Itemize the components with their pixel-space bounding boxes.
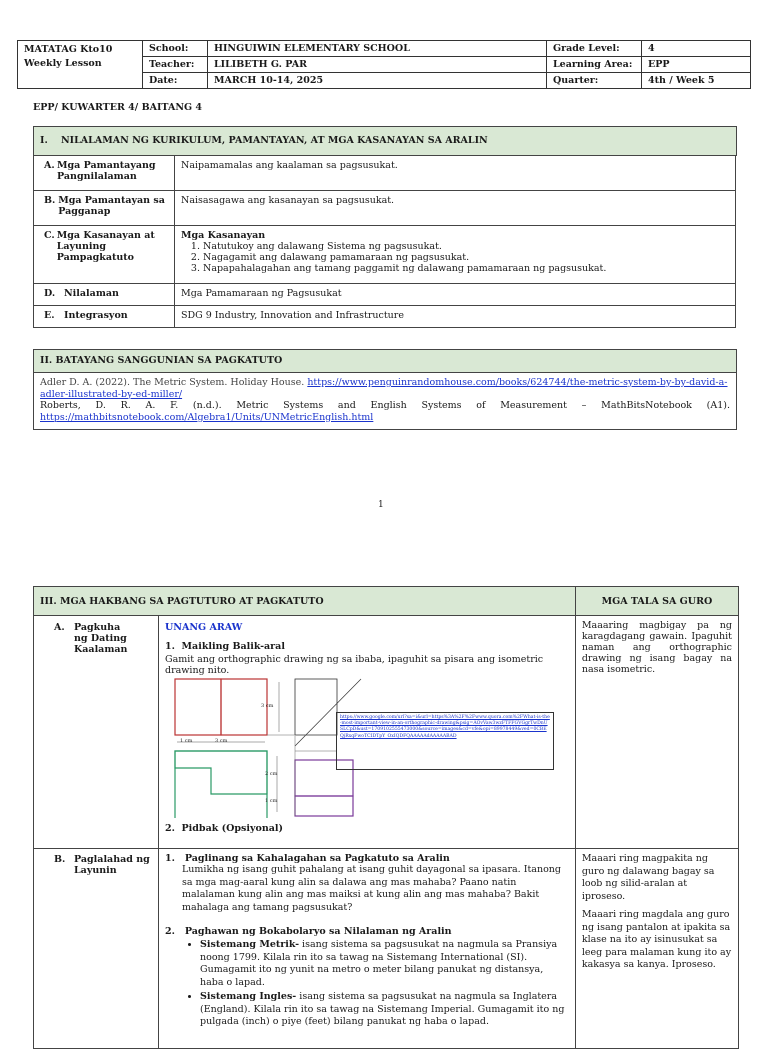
reference-1-link[interactable]: https://www.penguinrandomhouse.com/books/624744/the-metric-system-by-by-david-a-adler-illustrated-by-ed-miller/ xyxy=(40,377,728,400)
list-item: 1. Natutukoy ang dalawang Sistema ng pagsusukat. xyxy=(203,241,729,252)
row-e-label: E. Integrasyon xyxy=(34,306,175,328)
row-b-label: B. Mga Pamantayan sa Pagganap xyxy=(34,191,175,226)
row-a3-content xyxy=(159,616,576,849)
dim-label: 3 cm xyxy=(261,703,274,709)
grade-value: 4 xyxy=(642,41,751,57)
row-e-content: SDG 9 Industry, Innovation and Infrastructure xyxy=(175,306,736,328)
row-d-label: D. Nilalaman xyxy=(34,284,175,306)
section3-table xyxy=(33,586,739,1049)
section2-header xyxy=(33,349,737,373)
image-source-link[interactable]: https://www.google.com/url?sa=i&url=https%3A%2F%2Fwww.quora.com%2FWhat-is-the-most-important-view-in-an-orthographic-drawing&psig=AOvVaw3wzFTFFGVGgrTwDnUSLCpD&ust=1709102555473000&source=images&cd=vfe&opi=89978449&ved=0CBEQjRxqFwoTCIDTpY_OxIQDFQAAAAAdAAAAABAD xyxy=(340,715,550,739)
list-item: 3. Napapahalagahan ang tamang paggamit ng dalawang pamamaraan ng pagsusukat. xyxy=(203,263,729,274)
row-b3-notes xyxy=(575,849,738,1049)
dim-label: 3 cm xyxy=(215,738,228,744)
program-cell xyxy=(18,41,143,89)
teacher-value: LILIBETH G. PAR xyxy=(208,57,547,73)
page-number: 1 xyxy=(378,500,384,510)
row-b3-label: B. Paglalahad ng Layunin xyxy=(34,849,159,1049)
grade-label: Grade Level: xyxy=(547,41,642,57)
section1-title: I. NILALAMAN NG KURIKULUM, PAMANTAYAN, AT MGA KASANAYAN SA ARALIN xyxy=(40,135,488,146)
row-b3-content xyxy=(159,849,576,1049)
day-label: UNANG ARAW xyxy=(165,622,243,633)
school-label: School: xyxy=(143,41,208,57)
point1-text: Lumikha ng isang guhit pahalang at isang guhit dayagonal sa ipasara. Itanong sa mga mag-aaral kung alin sa dalawa ang mas mahaba? Paano natin malalaman kung alin ang mas maiksi at kung alin ang mas mahaba? Bakit mahalaga ang tamang pagsusukat? xyxy=(182,864,561,913)
section2-body xyxy=(33,372,737,430)
list-item: • Sistemang Ingles- isang sistema sa pagsusukat na nagmula sa Inglatera (England). Kilala rin ito sa tawag na Sistemang Imperial. Gumagamit ito ng pulgada (inch) o piye (feet) bilang panukat ng haba o lapad. xyxy=(200,991,569,1029)
point1-title: 1. Paglinang sa Kahalagahan sa Pagkatuto sa Aralin xyxy=(165,853,450,864)
row-b3-note-2: Maaari ring magdala ang guro ng isang pantalon at ipakita sa klase na ito ay isinusukat sa leeg para malaman kung ito ay kakasya sa kanya. Iproseso. xyxy=(581,909,732,970)
date-label: Date: xyxy=(143,73,208,89)
area-value: EPP xyxy=(642,57,751,73)
reference-1: Adler D. A. (2022). The Metric System. Holiday House. https://www.penguinrandomhouse.com/books/624744/the-metric-system-by-by-david-a-adler-illustrated-by-ed-miller/ xyxy=(40,377,728,400)
quarter-value: 4th / Week 5 xyxy=(642,73,751,89)
row-b-content: Naisasagawa ang kasanayan sa pagsusukat. xyxy=(175,191,736,226)
school-value: HINGUIWIN ELEMENTARY SCHOOL xyxy=(208,41,547,57)
dim-label: 1 cm xyxy=(180,738,193,744)
notes-title: MGA TALA SA GURO xyxy=(575,587,738,616)
list-item: 2. Nagagamit ang dalawang pamamaraan ng pagsusukat. xyxy=(203,252,729,263)
lesson-type: Weekly Lesson xyxy=(24,58,102,69)
step1-text: Gamit ang orthographic drawing ng sa ibaba, ipaguhit sa pisara ang isometric drawing nito. xyxy=(165,654,544,676)
teacher-label: Teacher: xyxy=(143,57,208,73)
section3-title: III. MGA HAKBANG SA PAGTUTURO AT PAGKATUTO xyxy=(34,587,576,616)
area-label: Learning Area: xyxy=(547,57,642,73)
row-a-label: A. Mga Pamantayang Pangnilalaman xyxy=(34,156,175,191)
vocabulary-list xyxy=(165,939,569,1029)
subject-line: EPP/ KUWARTER 4/ BAITANG 4 xyxy=(33,102,203,113)
quarter-label: Quarter: xyxy=(547,73,642,89)
row-d-content: Mga Pamamaraan ng Pagsusukat xyxy=(175,284,736,306)
skills-title: Mga Kasanayan xyxy=(181,230,266,241)
list-item: • Sistemang Metrik- isang sistema sa pagsusukat na nagmula sa Pransiya noong 1799. Kilala rin ito sa tawag na Sistemang International (SI). Gumagamit ito ng yunit na metro o meter bilang panukat ng distansya, haba o lapad. xyxy=(200,939,569,989)
orthographic-drawing xyxy=(165,676,569,818)
section1-header xyxy=(33,126,737,156)
step2-title: 2. Pidbak (Opsiyonal) xyxy=(165,823,284,834)
skills-list xyxy=(181,241,729,274)
image-source-box xyxy=(336,712,554,770)
reference-2-link[interactable]: https://mathbitsnotebook.com/Algebra1/Units/UNMetricEnglish.html xyxy=(40,411,374,423)
program-name: MATATAG Kto10 xyxy=(24,44,113,55)
dim-label: 1 cm xyxy=(265,798,278,804)
header-table xyxy=(17,40,751,89)
point2-title: 2. Paghawan ng Bokabolaryo sa Nilalaman ng Aralin xyxy=(165,926,452,937)
reference-2: Roberts, D. R. A. F. (n.d.). Metric Systems and English Systems of Measurement – MathBitsNotebook (A1). xyxy=(40,400,730,411)
row-c-label: C. Mga Kasanayan at Layuning Pampagkatuto xyxy=(34,226,175,284)
row-a3-label: A. Pagkuha ng Dating Kaalaman xyxy=(34,616,159,849)
row-b3-note-1: Maaari ring magpakita ng guro ng dalawang bagay sa loob ng silid-aralan at iproseso. xyxy=(581,853,715,902)
row-a3-note: Maaaring magbigay pa ng karagdagang gawain. Ipaguhit naman ang orthographic drawing ng isang bagay na nasa isometric. xyxy=(575,616,738,849)
date-value: MARCH 10-14, 2025 xyxy=(208,73,547,89)
row-a-content: Naipamamalas ang kaalaman sa pagsusukat. xyxy=(175,156,736,191)
section1-table xyxy=(33,155,736,328)
dim-label: 2 cm xyxy=(265,771,278,777)
step1-title: 1. Maikling Balik-aral xyxy=(165,641,285,652)
section2-title: II. BATAYANG SANGGUNIAN SA PAGKATUTO xyxy=(40,355,283,366)
row-c-content xyxy=(175,226,736,284)
